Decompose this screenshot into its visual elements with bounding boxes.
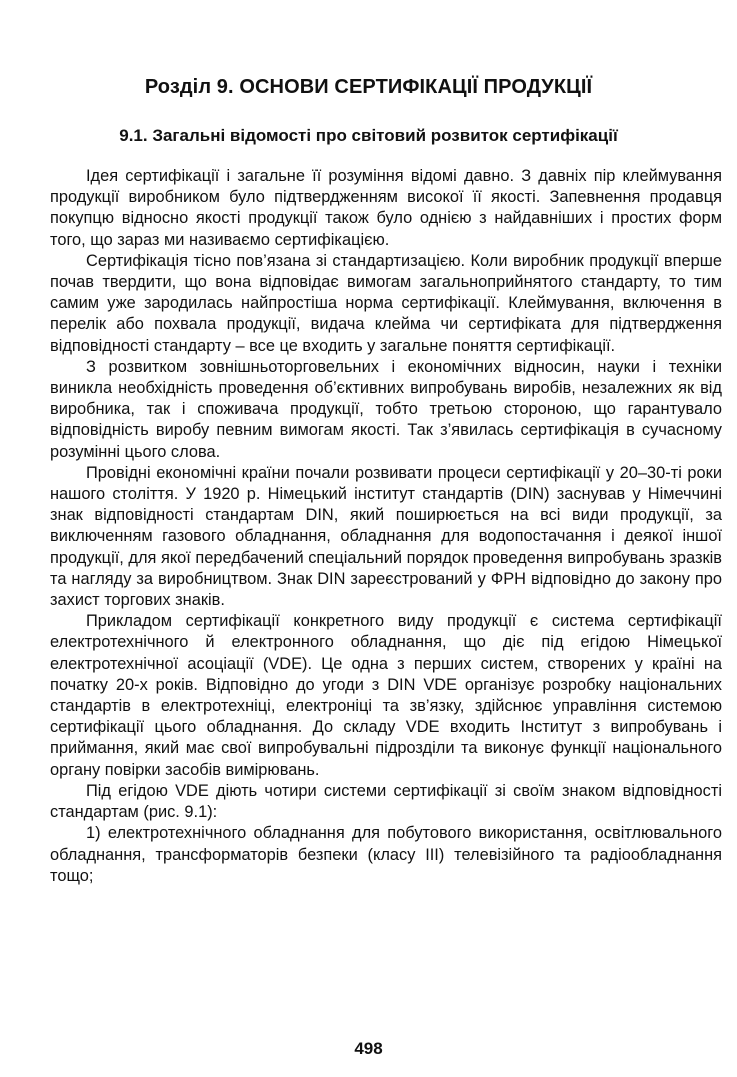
paragraph-7: 1) електротехнічного обладнання для побутового використання, освітлювального обладнання, трансформаторів безпеки (класу III) телевізійного та радіообладнання тощо; (50, 824, 722, 885)
paragraph-1: Ідея сертифікації і загальне її розуміння відомі давно. З давніх пір клеймування продукції виробником було підтвердженням високої її якості. Запевнення продавця покупцю відносно якості продукції також було однією з найдавніших і простих форм того, що зараз ми називаємо сертифікацією. (50, 167, 722, 249)
section-title: 9.1. Загальні відомості про світовий розвиток сертифікації (119, 126, 618, 145)
body-text (50, 166, 722, 887)
chapter-title: Розділ 9. ОСНОВИ СЕРТИФІКАЦІЇ ПРОДУКЦІЇ (144, 76, 593, 98)
paragraph-6: Під егідою VDE діють чотири системи сертифікації зі своїм знаком відповідності стандартам (рис. 9.1): (50, 781, 722, 822)
paragraph-3: З розвитком зовнішньоторговельних і економічних відносин, науки і техніки виникла необхідність проведення об’єктивних випробувань виробів, незалежних як від виробника, так і споживача продукції, тобто третьою стороною, що гарантувало відповідність виробу певним вимогам якості. Так з’явилась сертифікація в сучасному розумінні цього слова. (50, 357, 722, 461)
paragraph-2: Сертифікація тісно пов’язана зі стандартизацією. Коли виробник продукції вперше почав твердити, що вона відповідає вимогам загальноприйнятого стандарту, то тим самим уже зародилась найпростіша норма сертифікації. Клеймування, включення в перелік або похвала продукції, видача клейма чи сертифіката для підтвердження відповідності стандарту – все це входить у загальне поняття сертифікації. (50, 251, 722, 355)
paragraph-4: Провідні економічні країни почали розвивати процеси сертифікації у 20–30-ті роки нашого століття. У 1920 р. Німецький інститут стандартів (DIN) заснував у Німеччині знак відповідності стандартам DIN, який поширюється на всі види продукції, за виключенням газового обладнання, обладнання для водопостачання і деякої іншої продукції, для якої передбачений спеціальний порядок проведення випробувань зразків та нагляду за виробництвом. Знак DIN зареєстрований у ФРН відповідно до закону про захист торгових знаків. (50, 463, 722, 610)
paragraph-5: Прикладом сертифікації конкретного виду продукції є система сертифікації електротехнічного й електронного обладнання, що діє під егідою Німецької електротехнічної асоціації (VDE). Це одна з перших систем, створених у країні на початку 20-х років. Відповідно до угоди з DIN VDE організує розробку національних стандартів в електротехніці, електроніці та зв’язку, здійснює управління системою сертифікації цього обладнання. До складу VDE входить Інститут з випробувань і приймання, який має свої випробувальні підрозділи та виконує функції національного органу повірки засобів вимірювань. (50, 612, 722, 779)
page-number: 498 (354, 1039, 383, 1058)
